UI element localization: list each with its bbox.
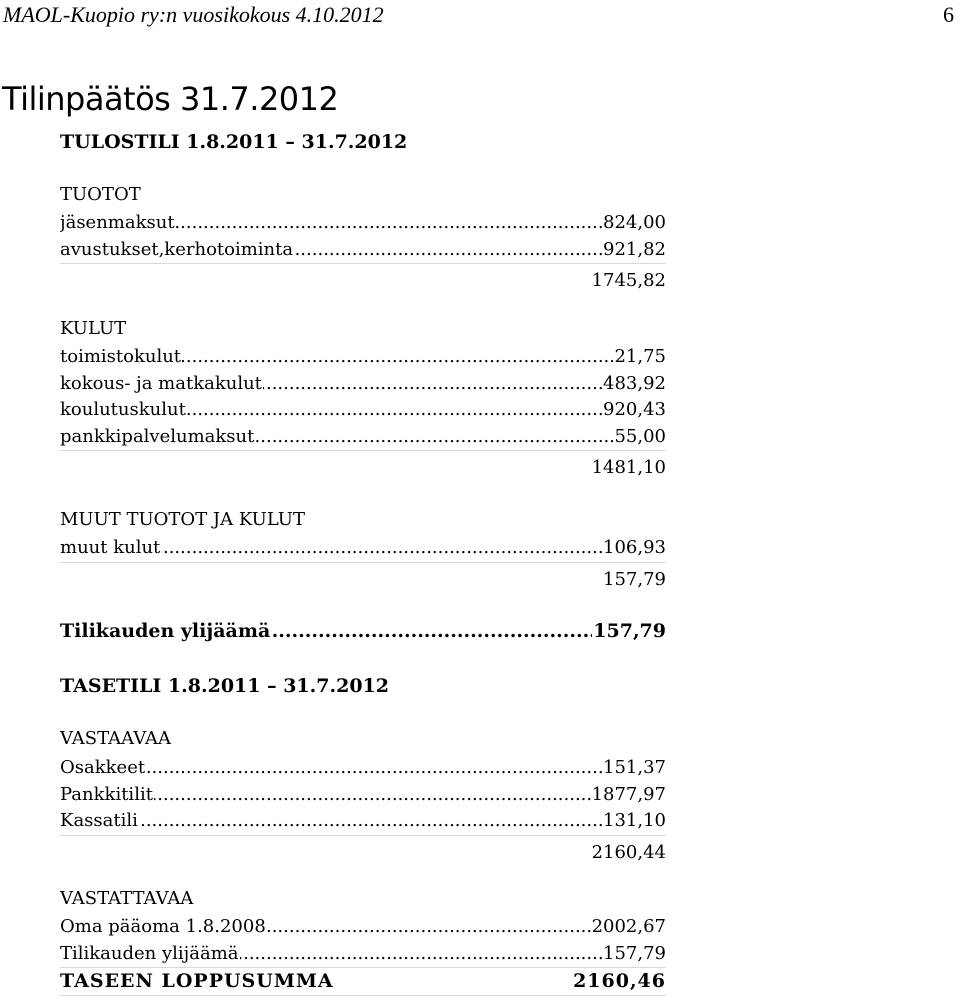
row-label: jäsenmaksut: [60, 210, 176, 236]
ledger-row: [60, 424, 666, 452]
expenses-section-title: KULUT: [60, 318, 127, 339]
page-number: 6: [943, 2, 954, 27]
row-value: 921,82: [602, 237, 666, 263]
ledger-row: [60, 941, 666, 969]
section-total: [60, 567, 666, 594]
row-value: 157,79: [593, 620, 666, 642]
row-value: 21,75: [613, 344, 666, 370]
row-label: Tilikauden ylijäämä: [60, 941, 240, 967]
liabilities-section-title: VASTATTAVAA: [60, 888, 194, 909]
row-label: TASEEN LOPPUSUMMA: [60, 970, 334, 992]
row-label: muut kulut: [60, 535, 161, 561]
assets-total: 2160,44: [591, 841, 666, 863]
ledger-row: [60, 210, 666, 237]
row-label: Oma pääoma 1.8.2008: [60, 914, 267, 940]
expenses-total: 1481,10: [591, 457, 666, 478]
income-statement-heading: TULOSTILI 1.8.2011 – 31.7.2012: [60, 131, 408, 153]
ledger-row: [60, 237, 666, 265]
balance-sheet-heading: TASETILI 1.8.2011 – 31.7.2012: [60, 675, 389, 697]
row-value: 55,00: [613, 424, 666, 450]
section-total: [60, 455, 666, 482]
header-title: MAOL-Kuopio ry:n vuosikokous 4.10.2012: [3, 2, 384, 27]
row-label: Pankkitilit: [60, 782, 154, 808]
ledger-row: [60, 397, 666, 424]
row-value: 106,93: [602, 535, 666, 561]
row-value: 131,10: [602, 808, 666, 834]
other-total: 157,79: [603, 568, 666, 590]
ledger-row: [60, 782, 666, 809]
section-total: [60, 840, 666, 867]
ledger-row: [60, 755, 666, 782]
row-value: 157,79: [602, 941, 666, 967]
row-label: Osakkeet: [60, 755, 146, 781]
other-block: [60, 535, 666, 593]
row-label: Kassatili: [60, 808, 139, 834]
row-value: 824,00: [602, 210, 666, 236]
final-total-row: [60, 968, 666, 996]
assets-section-title: VASTAAVAA: [60, 728, 172, 749]
row-value: 2002,67: [591, 914, 666, 940]
income-total: 1745,82: [591, 270, 666, 291]
row-label: Tilikauden ylijäämä: [60, 620, 271, 642]
other-section-title: MUUT TUOTOT JA KULUT: [60, 509, 305, 530]
section-total: [60, 268, 666, 295]
ledger-row: [60, 535, 666, 563]
income-section-title: TUOTOT: [60, 184, 141, 205]
row-label: kokous- ja matkakulut: [60, 371, 263, 397]
expenses-block: [60, 344, 666, 482]
row-value: 151,37: [602, 755, 666, 781]
row-label: pankkipalvelumaksut: [60, 424, 255, 450]
final-total-block: [60, 968, 666, 996]
page-header: [0, 0, 960, 30]
liabilities-block: [60, 914, 666, 968]
surplus-row: [60, 618, 666, 645]
row-label: avustukset,kerhotoiminta: [60, 237, 294, 263]
row-label: koulutuskulut: [60, 397, 187, 423]
surplus-block: [60, 618, 666, 645]
row-value: 2160,46: [573, 970, 666, 992]
assets-block: [60, 755, 666, 866]
income-block: [60, 210, 666, 295]
document-title: Tilinpäätös 31.7.2012: [2, 80, 339, 118]
ledger-row: [60, 808, 666, 836]
row-value: 1877,97: [591, 782, 666, 808]
row-value: 483,92: [602, 371, 666, 397]
ledger-row: [60, 344, 666, 371]
ledger-row: [60, 914, 666, 941]
row-value: 920,43: [602, 397, 666, 423]
row-label: toimistokulut: [60, 344, 182, 370]
ledger-row: [60, 371, 666, 398]
